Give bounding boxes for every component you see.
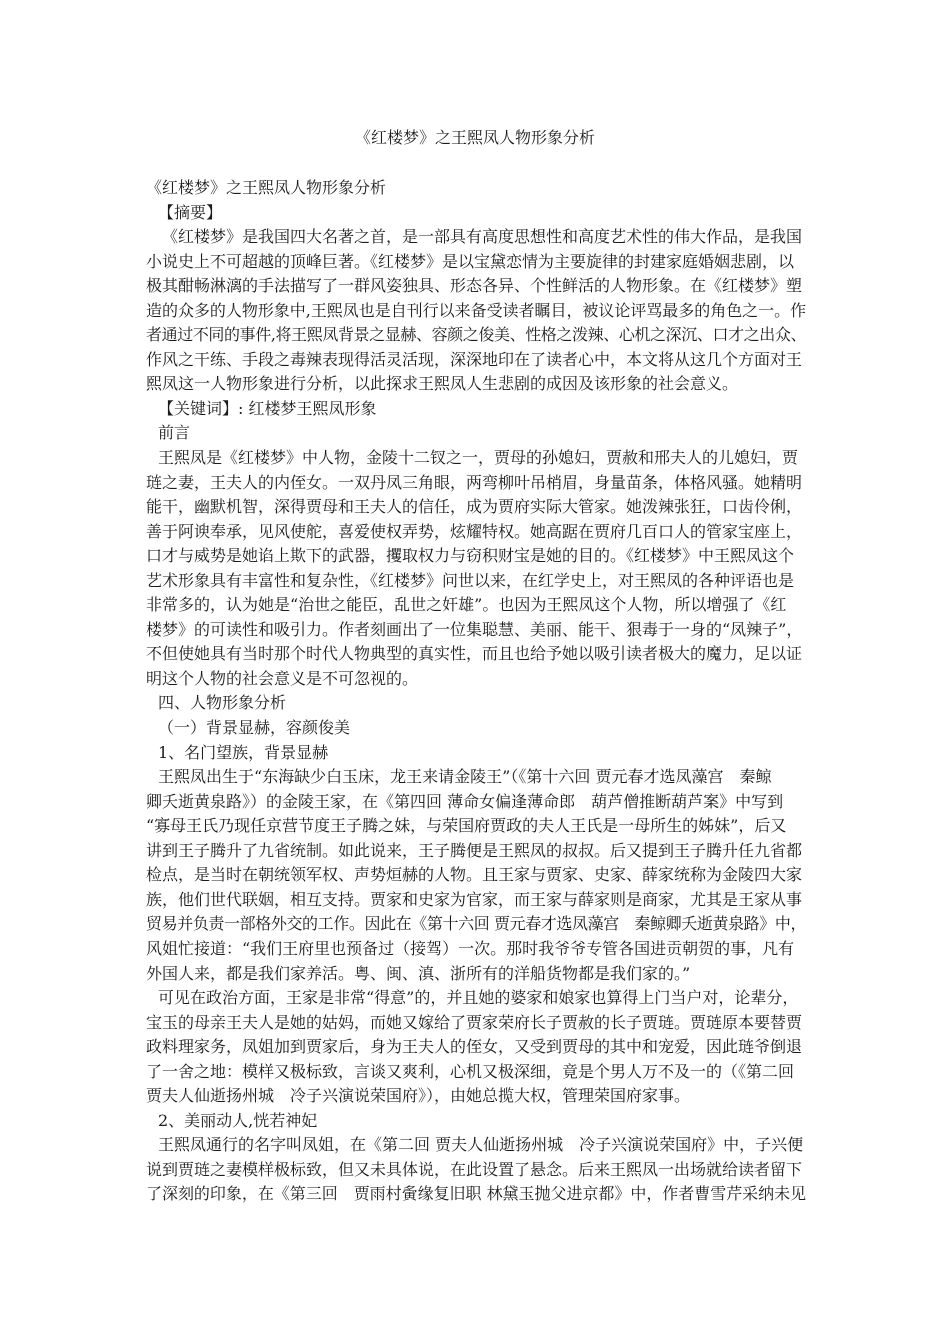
text-line: 作风之干练、手段之毒辣表现得活灵活现，深深地印在了读者心中，本文将从这几个方面对王: [146, 349, 803, 369]
text-line: 宝玉的母亲王夫人是她的姑妈，而她又嫁给了贾家荣府长子贾赦的长子贾琏。贾琏原本要替贾: [146, 1012, 803, 1032]
document-title: 《红楼梦》之王熙凤人物形象分析: [354, 128, 595, 147]
text-line: 能干，幽默机智，深得贾母和王夫人的信任，成为贾府实际大管家。她泼辣张狂，口齿伶俐，: [146, 497, 803, 517]
text-line: 检点，是当时在朝统领军权、声势烜赫的人物。且王家与贾家、史家、薛家统称为金陵四大家: [146, 865, 803, 885]
text-line: 【关键词】: 红楼梦王熙凤形象: [158, 398, 377, 418]
text-line: 明这个人物的社会意义是不可忽视的。: [146, 668, 419, 688]
text-line: 王熙凤通行的名字叫凤姐，在《第二回 贾夫人仙逝扬州城 冷子兴演说荣国府》中，子兴便: [158, 1135, 804, 1155]
text-line: 极其酣畅淋漓的手法描写了一群风姿独具、形态各异、个性鲜活的人物形象。在《红楼梦》塑: [146, 276, 803, 296]
text-line: 口才与威势是她谄上欺下的武器，攫取权力与窃积财宝是她的目的。《红楼梦》中王熙凤这个: [146, 546, 795, 566]
text-line: 贸易并负责一部格外交的工作。因此在《第十六回 贾元春才选凤藻宫 秦鲸卿夭逝黄泉路》中，: [146, 914, 807, 934]
text-line: 楼梦》的可读性和吸引力。作者刻画出了一位集聪慧、美丽、能干、狠毒于一身的“凤辣子”，: [146, 619, 803, 639]
text-line: 外国人来，都是我们家养活。粤、闽、滇、浙所有的洋船货物都是我们家的。”: [146, 963, 691, 983]
text-line: 说到贾琏之妻模样极标致，但又未具体说，在此设置了悬念。后来王熙凤一出场就给读者留下: [146, 1159, 803, 1179]
text-line: 族，他们世代联姻，相互支持。贾家和史家为官家，而王家与薛家则是商家，尤其是王家从事: [146, 889, 803, 909]
text-line: 风姐忙接道：“我们王府里也预备过（接驾）一次。那时我爷爷专管各国进贡朝贺的事，凡有: [146, 938, 795, 958]
text-line: 了一舍之地：模样又极标致，言谈又爽利，心机又极深细，竟是个男人万不及一的（《第二回: [146, 1061, 795, 1081]
text-line: 【摘要】: [158, 202, 223, 222]
text-line: 《红楼梦》是我国四大名著之首，是一部具有高度思想性和高度艺术性的伟大作品，是我国: [162, 227, 803, 247]
text-line: 者通过不同的事件,将王熙凤背景之显赫、容颜之俊美、性格之泼辣、心机之深沉、口才之出众、: [146, 325, 807, 345]
text-line: 可见在政治方面，王家是非常“得意”的，并且她的婆家和娘家也算得上门当户对，论辈分，: [158, 988, 799, 1008]
text-line: 贾夫人仙逝扬州城 冷子兴演说荣国府》），由她总揽大权，管理荣国府家事。: [146, 1086, 691, 1106]
text-line: 了深刻的印象，在《第三回 贾雨村夤缘复旧职 林黛玉抛父进京都》中，作者曹雪芹采纳未见: [146, 1184, 807, 1204]
text-line: 卿夭逝黄泉路》）的金陵王家，在《第四回 薄命女偏逢薄命郎 葫芦僧推断葫芦案》中写到: [146, 791, 784, 811]
text-line: 四、人物形象分析: [158, 693, 287, 713]
text-line: 善于阿谀奉承，见风使舵，喜爱使权弄势，炫耀特权。她高踞在贾府几百口人的管家宝座上，: [146, 521, 803, 541]
text-line: 《红楼梦》之王熙凤人物形象分析: [146, 178, 387, 197]
text-line: “寡母王氏乃现任京营节度王子腾之妹，与荣国府贾政的夫人王氏是一母所生的姊妹”，后又: [146, 816, 787, 836]
text-line: 艺术形象具有丰富性和复杂性，《红楼梦》问世以来，在红学史上，对王熙凤的各种评语也是: [146, 570, 795, 590]
text-line: 政料理家务，凤姐加到贾家后，身为王夫人的侄女，又受到贾母的其中和宠爱，因此琏爷倒退: [146, 1037, 803, 1057]
text-line: 非常多的，认为她是“治世之能臣，乱世之奸雄”。也因为王熙凤这个人物，所以增强了《红: [146, 595, 787, 615]
text-line: 琏之妻，王夫人的内侄女。一双丹凤三角眼，两弯柳叶吊梢眉，身量苗条，体格风骚。她精明: [146, 472, 803, 492]
text-line: 1、名门望族，背景显赫: [158, 742, 329, 762]
document-body: [146, 176, 806, 1207]
text-line: 讲到王子腾升了九省统制。如此说来，王子腾便是王熙凤的叔叔。后又提到王子腾升任九省都: [146, 840, 803, 860]
text-line: 王熙凤是《红楼梦》中人物，金陵十二钗之一，贾母的孙媳妇，贾赦和邢夫人的儿媳妇，贾: [158, 448, 799, 468]
text-line: 2、美丽动人,恍若神妃: [158, 1110, 318, 1130]
text-line: 熙凤这一人物形象进行分析，以此探求王熙凤人生悲剧的成因及该形象的社会意义。: [146, 374, 739, 394]
text-line: 前言: [158, 423, 191, 443]
text-line: 小说史上不可超越的顶峰巨著。《红楼梦》是以宝黛恋情为主要旋律的封建家庭婚姻悲剧，以: [146, 251, 795, 271]
text-line: 不但使她具有当时那个时代人物典型的真实性，而且也给予她以吸引读者极大的魔力，足以证: [146, 644, 803, 664]
text-line: 造的众多的人物形象中,王熙凤也是自刊行以来备受读者瞩目，被议论评骂最多的角色之一。作: [146, 300, 807, 320]
text-line: 王熙凤出生于“东海缺少白玉床，龙王来请金陵王”（《第十六回 贾元春才选凤藻宫 秦鲸: [158, 767, 772, 787]
text-line: （一）背景显赫，容颜俊美: [158, 718, 351, 738]
